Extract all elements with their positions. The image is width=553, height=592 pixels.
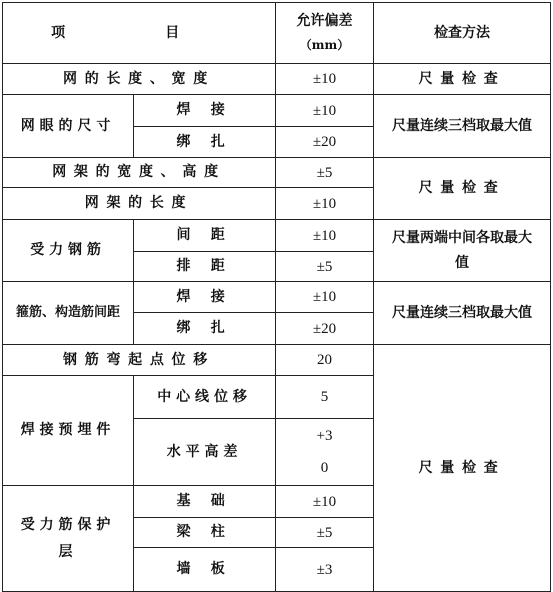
row-stirrup-method: 尺量连续三档取最大值 (374, 282, 551, 345)
row-mesh-hole-tie-sub: 绑 扎 (134, 127, 276, 158)
row-mesh-length-width-method: 尺量检查 (374, 64, 551, 95)
row-stressed-rebar-method-line1: 尺量两端中间各取最大 (392, 229, 532, 246)
row-bend-point-tol: 20 (276, 345, 374, 376)
row-cover-beam-column-tol: ±5 (276, 518, 374, 548)
row-stirrup-weld-sub: 焊 接 (134, 282, 276, 313)
row-weld-embedded-level-sub: 水平高差 (134, 419, 276, 486)
row-frame-width-height-item: 网架的宽度、高度 (3, 158, 276, 188)
row-mesh-hole-weld-sub: 焊 接 (134, 95, 276, 127)
row-stirrup-tie-tol: ±20 (276, 313, 374, 345)
header-method: 检查方法 (374, 3, 551, 64)
row-stressed-rebar-method-line2: 值 (455, 254, 469, 271)
row-weld-embedded-level-tol-upper: +3 (316, 428, 333, 444)
row-cover-item-line2: 层 (58, 543, 78, 560)
row-stressed-rebar-spacing-sub: 间 距 (134, 220, 276, 252)
row-stirrup-tie-sub: 绑 扎 (134, 313, 276, 345)
row-mesh-length-width-item: 网的长度、宽度 (3, 64, 276, 95)
row-stirrup-item: 箍筋、构造筋间距 (3, 282, 134, 345)
row-cover-foundation-tol: ±10 (276, 486, 374, 518)
row-weld-embedded-level-tol (276, 419, 374, 486)
row-mesh-hole-tie-tol: ±20 (276, 127, 374, 158)
row-cover-wall-slab-tol: ±3 (276, 548, 374, 592)
row-mesh-length-width-tol: ±10 (276, 64, 374, 95)
row-bottom-method: 尺量检查 (374, 345, 551, 592)
row-weld-embedded-level-tol-lower: 0 (320, 460, 329, 476)
row-stressed-rebar-method (374, 220, 551, 282)
table-row (3, 345, 551, 376)
table-row (3, 64, 551, 95)
row-stressed-rebar-row-tol: ±5 (276, 252, 374, 282)
row-weld-embedded-centerline-tol: 5 (276, 376, 374, 419)
row-frame-method: 尺量检查 (374, 158, 551, 220)
row-cover-beam-column-sub: 梁 柱 (134, 518, 276, 548)
tolerance-table (2, 2, 551, 592)
row-frame-width-height-tol: ±5 (276, 158, 374, 188)
row-stressed-rebar-spacing-tol: ±10 (276, 220, 374, 252)
row-cover-item (3, 486, 134, 592)
row-cover-wall-slab-sub: 墙 板 (134, 548, 276, 592)
table-row (3, 95, 551, 127)
table-row (3, 282, 551, 313)
row-stirrup-weld-tol: ±10 (276, 282, 374, 313)
header-row (3, 3, 551, 64)
header-tolerance-unit: （mm） (299, 38, 350, 53)
header-tolerance-line1: 允许偏差 (296, 13, 353, 30)
row-stressed-rebar-item: 受力钢筋 (3, 220, 134, 282)
header-item: 项 目 (3, 3, 276, 64)
table-row (3, 220, 551, 252)
row-mesh-hole-method: 尺量连续三档取最大值 (374, 95, 551, 158)
row-weld-embedded-centerline-sub: 中心线位移 (134, 376, 276, 419)
table-row (3, 158, 551, 188)
row-stressed-rebar-row-sub: 排 距 (134, 252, 276, 282)
row-frame-length-item: 网架的长度 (3, 188, 276, 220)
row-mesh-hole-weld-tol: ±10 (276, 95, 374, 127)
row-cover-item-line1: 受力筋保护 (20, 516, 116, 533)
row-cover-foundation-sub: 基 础 (134, 486, 276, 518)
row-bend-point-item: 钢筋弯起点位移 (3, 345, 276, 376)
header-tolerance (276, 3, 374, 64)
row-weld-embedded-item: 焊接预埋件 (3, 376, 134, 486)
row-mesh-hole-item: 网眼的尺寸 (3, 95, 134, 158)
row-frame-length-tol: ±10 (276, 188, 374, 220)
